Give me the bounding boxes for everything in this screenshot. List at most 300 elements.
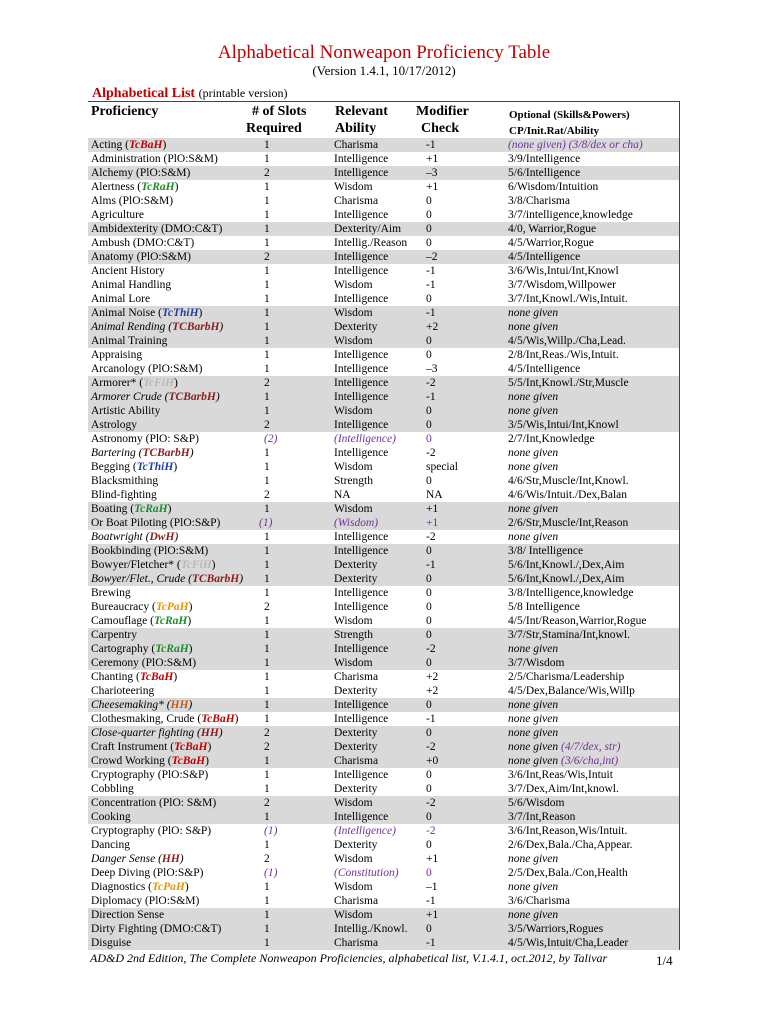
slots-required: 1 — [264, 293, 270, 305]
proficiency-name-text: Appraising — [91, 349, 143, 361]
table-row — [88, 908, 679, 922]
modifier-check: +1 — [426, 517, 439, 529]
proficiency-name — [91, 852, 184, 866]
proficiency-name — [91, 894, 199, 908]
table-row — [88, 194, 679, 208]
page-number: 1/4 — [656, 953, 673, 968]
proficiency-name-text: Boatwright ( — [91, 531, 150, 543]
slots-required: 2 — [264, 419, 270, 431]
header-optional-1: Optional (Skills&Powers) — [509, 109, 630, 121]
optional-skills-powers: 4/0, Warrior,Rogue — [508, 223, 597, 235]
proficiency-name — [91, 642, 193, 656]
slots-required: (2) — [264, 433, 278, 445]
proficiency-name — [91, 432, 199, 446]
optional-skills-powers: 3/7/Dex,Aim/Int,knowl. — [508, 783, 619, 795]
slots-required: 2 — [264, 741, 270, 753]
proficiency-name-text: Carpentry — [91, 629, 137, 641]
modifier-check: 0 — [426, 629, 432, 641]
source-tag-close: ) — [188, 699, 193, 711]
modifier-check: 0 — [426, 601, 432, 613]
modifier-check: –2 — [426, 251, 438, 263]
modifier-check: -1 — [426, 713, 436, 725]
source-tag: HH — [200, 727, 219, 739]
relevant-ability: Dexterity/Aim — [334, 223, 402, 235]
slots-required: 1 — [264, 811, 270, 823]
table-row — [88, 572, 679, 586]
table-row — [88, 222, 679, 236]
table-row — [88, 474, 679, 488]
relevant-ability: Dexterity — [334, 559, 378, 571]
optional-skills-powers: 4/6/Str,Muscle/Int,Knowl. — [508, 475, 629, 487]
slots-required: 1 — [264, 629, 270, 641]
relevant-ability: Wisdom — [334, 503, 373, 515]
proficiency-name — [91, 194, 173, 208]
optional-skills-powers: (none given) (3/8/dex or cha) — [508, 139, 643, 151]
modifier-check: 0 — [426, 769, 432, 781]
modifier-check: -1 — [426, 391, 436, 403]
relevant-ability: Intelligence — [334, 167, 389, 179]
table-row — [88, 180, 679, 194]
source-tag: TCBarbH — [142, 447, 190, 459]
optional-skills-powers: 4/5/Intelligence — [508, 363, 581, 375]
header-modifier-2: Check — [421, 121, 460, 136]
relevant-ability: Charisma — [334, 755, 379, 767]
optional-skills-powers: 3/8/Charisma — [508, 195, 570, 207]
proficiency-name-text: Bowyer/Flet., Crude ( — [91, 573, 192, 585]
relevant-ability: Intelligence — [334, 293, 389, 305]
optional-skills-powers: none given — [508, 727, 559, 739]
optional-skills-powers: 5/5/Int,Knowl./Str,Muscle — [508, 377, 629, 389]
source-tag-close: ) — [188, 601, 193, 613]
source-tag: TCBarbH — [172, 321, 220, 333]
slots-required: 1 — [264, 153, 270, 165]
modifier-check: +2 — [426, 671, 439, 683]
table-row — [88, 446, 679, 460]
proficiency-name — [91, 152, 218, 166]
optional-skills-powers: none given — [508, 461, 559, 473]
optional-skills-powers: 3/7/Int,Knowl./Wis,Intuit. — [508, 293, 628, 305]
proficiency-name-text: Or Boat Piloting (PlO:S&P) — [91, 517, 221, 529]
modifier-check: 0 — [426, 839, 432, 851]
table-row — [88, 334, 679, 348]
proficiency-name — [91, 376, 178, 390]
table-row — [88, 292, 679, 306]
optional-skills-powers: 2/7/Int,Knowledge — [508, 433, 595, 445]
slots-required: 1 — [264, 475, 270, 487]
table-row — [88, 376, 679, 390]
relevant-ability: Intelligence — [334, 587, 389, 599]
relevant-ability: Charisma — [334, 895, 379, 907]
modifier-check: +1 — [426, 503, 439, 515]
optional-skills-powers: none given — [508, 321, 559, 333]
slots-required: 2 — [264, 251, 270, 263]
table-row — [88, 768, 679, 782]
optional-skills-powers: 3/7/intelligence,knowledge — [508, 209, 633, 221]
proficiency-name-text: Boating ( — [91, 503, 135, 515]
table-row — [88, 894, 679, 908]
slots-required: 2 — [264, 601, 270, 613]
proficiency-name-text: Camouflage ( — [91, 615, 154, 627]
slots-required: 1 — [264, 895, 270, 907]
optional-skills-powers: 3/7/Int,Reason — [508, 811, 576, 823]
source-tag-close: ) — [173, 671, 178, 683]
proficiency-name-text: Cobbling — [91, 783, 134, 795]
source-tag: TcRaH — [134, 503, 168, 515]
table-row — [88, 278, 679, 292]
relevant-ability: Wisdom — [334, 405, 373, 417]
proficiency-table-body — [88, 138, 679, 950]
version-line: (Version 1.4.1, 10/17/2012) — [312, 63, 456, 78]
modifier-check: 0 — [426, 783, 432, 795]
proficiency-name-text: Ambidexterity (DMO:C&T) — [91, 223, 223, 235]
proficiency-name — [91, 474, 158, 488]
relevant-ability: Intelligence — [334, 601, 389, 613]
relevant-ability: Dexterity — [334, 685, 378, 697]
optional-skills-powers: 5/8 Intelligence — [508, 601, 580, 613]
proficiency-name — [91, 754, 209, 768]
optional-skills-powers: 3/6/Wis,Intui/Int,Knowl — [508, 265, 619, 277]
table-row — [88, 614, 679, 628]
proficiency-name-text: Agriculture — [91, 209, 145, 221]
relevant-ability: Wisdom — [334, 909, 373, 921]
source-tag: HH — [170, 699, 189, 711]
modifier-check: -1 — [426, 895, 436, 907]
slots-required: 1 — [264, 587, 270, 599]
relevant-ability: Intelligence — [334, 531, 389, 543]
proficiency-name — [91, 740, 211, 754]
optional-skills-powers: 4/5/Int/Reason,Warrior,Rogue — [508, 615, 647, 627]
slots-required: 1 — [264, 195, 270, 207]
modifier-check: 0 — [426, 867, 432, 879]
relevant-ability: Intelligence — [334, 391, 389, 403]
slots-required: 1 — [264, 755, 270, 767]
footer-text: AD&D 2nd Edition, The Complete Nonweapon Proficiencies, alphabetical list, V.1.4.1, oct.2012, by Talivar — [90, 951, 608, 965]
source-tag-close: ) — [179, 853, 184, 865]
source-tag-close: ) — [218, 727, 223, 739]
slots-required: 1 — [264, 685, 270, 697]
table-row — [88, 558, 679, 572]
relevant-ability: Wisdom — [334, 181, 373, 193]
table-row — [88, 250, 679, 264]
proficiency-name-text: Blind-fighting — [91, 489, 157, 501]
proficiency-name-text: Ambush (DMO:C&T) — [91, 237, 195, 249]
proficiency-name-text: Concentration (PlO: S&M) — [91, 797, 217, 809]
table-row — [88, 530, 679, 544]
proficiency-name — [91, 516, 220, 530]
proficiency-name — [91, 880, 189, 894]
proficiency-name-text: Animal Handling — [91, 279, 172, 291]
proficiency-name — [91, 138, 166, 152]
optional-skills-powers: 5/6/Wisdom — [508, 797, 565, 809]
modifier-check: –3 — [426, 363, 438, 375]
table-row — [88, 502, 679, 516]
proficiency-name — [91, 208, 144, 222]
optional-skills-powers: 6/Wisdom/Intuition — [508, 181, 599, 193]
optional-skills-powers: 3/7/Wisdom — [508, 657, 565, 669]
source-tag-close: ) — [174, 181, 179, 193]
proficiency-name-text: Animal Lore — [91, 293, 151, 305]
proficiency-name — [91, 684, 154, 698]
proficiency-name-text: Ceremony (PlO:S&M) — [91, 657, 197, 669]
slots-required: 1 — [264, 615, 270, 627]
proficiency-name-text: Alchemy (PlO:S&M) — [91, 167, 191, 179]
relevant-ability: Wisdom — [334, 335, 373, 347]
source-tag: TcPaH — [152, 881, 185, 893]
proficiency-name-text: Acting ( — [91, 139, 130, 151]
slots-required: 1 — [264, 307, 270, 319]
proficiency-name-text: Alms (PlO:S&M) — [91, 195, 174, 207]
table-row — [88, 824, 679, 838]
modifier-check: -1 — [426, 307, 436, 319]
source-tag: TcFiH — [143, 377, 174, 389]
proficiency-name-text: Administration (PlO:S&M) — [91, 153, 218, 165]
slots-required: 2 — [264, 377, 270, 389]
modifier-check: -1 — [426, 559, 436, 571]
proficiency-name-text: Diplomacy (PlO:S&M) — [91, 895, 200, 907]
slots-required: 1 — [264, 671, 270, 683]
relevant-ability: Intelligence — [334, 153, 389, 165]
slots-required: 1 — [264, 783, 270, 795]
table-row — [88, 880, 679, 894]
source-tag-close: ) — [239, 573, 244, 585]
optional-skills-powers: none given — [508, 699, 559, 711]
relevant-ability: Intelligence — [334, 419, 389, 431]
slots-required: 1 — [264, 237, 270, 249]
optional-skills-powers: none given — [508, 909, 559, 921]
modifier-check: -2 — [426, 531, 436, 543]
slots-required: 2 — [264, 727, 270, 739]
modifier-check: +1 — [426, 853, 439, 865]
table-row — [88, 432, 679, 446]
proficiency-name-text: Animal Noise ( — [91, 307, 162, 319]
slots-required: 1 — [264, 405, 270, 417]
slots-required: 1 — [264, 391, 270, 403]
slots-required: 1 — [264, 223, 270, 235]
header-modifier-1: Modifier — [416, 104, 469, 119]
optional-skills-powers: 2/5/Dex,Bala./Con,Health — [508, 867, 628, 879]
relevant-ability: Intelligence — [334, 811, 389, 823]
slots-required: 1 — [264, 923, 270, 935]
slots-required: 1 — [264, 531, 270, 543]
optional-skills-powers: none given — [508, 713, 559, 725]
list-heading — [92, 86, 288, 102]
proficiency-name — [91, 824, 211, 838]
proficiency-name-text: Diagnostics ( — [91, 881, 153, 893]
modifier-check: 0 — [426, 615, 432, 627]
modifier-check: +1 — [426, 181, 439, 193]
proficiency-name-text: Dancing — [91, 839, 130, 851]
slots-required: 1 — [264, 657, 270, 669]
relevant-ability: (Intelligence) — [334, 825, 396, 837]
proficiency-name — [91, 362, 202, 376]
modifier-check: -2 — [426, 797, 436, 809]
source-tag: TcRaH — [141, 181, 175, 193]
slots-required: 1 — [264, 265, 270, 277]
relevant-ability: (Wisdom) — [334, 517, 379, 529]
proficiency-name — [91, 166, 190, 180]
modifier-check: –3 — [426, 167, 438, 179]
proficiency-name-text: Cooking — [91, 811, 131, 823]
modifier-check: +2 — [426, 685, 439, 697]
header-ability-1: Relevant — [335, 104, 388, 119]
optional-skills-powers: 3/7/Wisdom,Willpower — [508, 279, 616, 291]
slots-required: 1 — [264, 503, 270, 515]
proficiency-name — [91, 726, 223, 740]
proficiency-name — [91, 712, 239, 726]
proficiency-name-text: Armorer Crude ( — [91, 391, 169, 403]
proficiency-name — [91, 390, 220, 404]
relevant-ability: Intellig./Reason — [334, 237, 408, 249]
table-row — [88, 138, 679, 152]
optional-skills-powers: none given (3/6/cha,int) — [508, 755, 619, 767]
source-tag-close: ) — [189, 447, 194, 459]
proficiency-name-text: Crowd Working ( — [91, 755, 172, 767]
proficiency-name-text: Bowyer/Fletcher* ( — [91, 559, 181, 571]
proficiency-name-text: Clothesmaking, Crude ( — [91, 713, 202, 725]
slots-required: 1 — [264, 279, 270, 291]
modifier-check: +1 — [426, 909, 439, 921]
relevant-ability: Intelligence — [334, 713, 389, 725]
source-tag: HH — [161, 853, 180, 865]
source-tag: TcBaH — [201, 713, 235, 725]
slots-required: 1 — [264, 769, 270, 781]
table-row — [88, 460, 679, 474]
source-tag-close: ) — [167, 503, 172, 515]
proficiency-name — [91, 404, 160, 418]
proficiency-name-text: Bureaucracy ( — [91, 601, 156, 613]
proficiency-name-text: Anatomy (PlO:S&M) — [91, 251, 191, 263]
slots-required: 1 — [264, 937, 270, 949]
table-row — [88, 852, 679, 866]
relevant-ability: Intelligence — [334, 265, 389, 277]
source-tag-close: ) — [198, 307, 203, 319]
table-header — [91, 104, 679, 138]
relevant-ability: Intelligence — [334, 349, 389, 361]
modifier-check: -2 — [426, 825, 436, 837]
proficiency-name — [91, 586, 131, 600]
proficiency-name-text: Animal Training — [91, 335, 168, 347]
table-row — [88, 782, 679, 796]
modifier-check: 0 — [426, 475, 432, 487]
slots-required: 2 — [264, 797, 270, 809]
optional-skills-powers: none given — [508, 447, 559, 459]
source-tag-close: ) — [211, 559, 216, 571]
slots-required: 1 — [264, 209, 270, 221]
proficiency-name-text: Artistic Ability — [91, 405, 161, 417]
table-row — [88, 320, 679, 334]
proficiency-name — [91, 446, 194, 460]
proficiency-name-text: Brewing — [91, 587, 131, 599]
proficiency-name — [91, 544, 208, 558]
slots-required: 1 — [264, 363, 270, 375]
slots-required: (1) — [264, 825, 278, 837]
modifier-check: 0 — [426, 237, 432, 249]
header-optional-2: CP/Init.Rat/Ability — [509, 125, 600, 137]
modifier-check: 0 — [426, 405, 432, 417]
header-slots-2: Required — [246, 121, 302, 136]
slots-required: (1) — [259, 517, 273, 529]
proficiency-name — [91, 264, 165, 278]
modifier-check: 0 — [426, 209, 432, 221]
slots-required: 1 — [264, 447, 270, 459]
header-proficiency: Proficiency — [91, 104, 159, 119]
proficiency-name-text: Charioteering — [91, 685, 155, 697]
proficiency-name — [91, 628, 137, 642]
proficiency-name-text: Astrology — [91, 419, 137, 431]
slots-required: 1 — [264, 881, 270, 893]
optional-skills-powers: 2/6/Str,Muscle/Int,Reason — [508, 517, 629, 529]
modifier-check: +0 — [426, 755, 439, 767]
slots-required: 1 — [264, 713, 270, 725]
source-tag: TcBaH — [129, 139, 163, 151]
table-row — [88, 390, 679, 404]
table-row — [88, 698, 679, 712]
slots-required: 1 — [264, 559, 270, 571]
source-tag: TcBaH — [171, 755, 206, 767]
optional-skills-powers: 3/6/Int,Reason,Wis/Intuit. — [508, 825, 628, 837]
relevant-ability: Dexterity — [334, 783, 378, 795]
modifier-check: –1 — [426, 881, 438, 893]
relevant-ability: Dexterity — [334, 573, 378, 585]
source-tag-close: ) — [184, 881, 189, 893]
source-tag: TCBarbH — [191, 573, 240, 585]
table-row — [88, 516, 679, 530]
proficiency-name-text: Bartering ( — [91, 447, 143, 459]
table-row — [88, 936, 679, 950]
source-tag: TcRaH — [153, 615, 188, 627]
optional-skills-powers: none given — [508, 643, 559, 655]
source-tag: DwH — [149, 531, 175, 543]
page-title: Alphabetical Nonweapon Proficiency Table — [217, 42, 551, 63]
header-slots-1: # of Slots — [252, 104, 307, 119]
slots-required: 2 — [264, 853, 270, 865]
table-row — [88, 418, 679, 432]
table-row — [88, 866, 679, 880]
relevant-ability: Intelligence — [334, 377, 389, 389]
list-heading-note: (printable version) — [198, 86, 288, 100]
modifier-check: -2 — [426, 447, 436, 459]
relevant-ability: (Intelligence) — [334, 433, 396, 445]
modifier-check: 0 — [426, 657, 432, 669]
proficiency-name — [91, 488, 157, 502]
proficiency-name-text: Disguise — [91, 937, 132, 949]
proficiency-name — [91, 502, 171, 516]
proficiency-name — [91, 236, 194, 250]
proficiency-name — [91, 530, 178, 544]
optional-skills-powers: 3/6/Int,Reas/Wis,Intuit — [508, 769, 613, 781]
relevant-ability: Wisdom — [334, 279, 373, 291]
proficiency-name-text: Cartography ( — [91, 643, 156, 655]
table-row — [88, 838, 679, 852]
relevant-ability: Charisma — [334, 139, 379, 151]
source-tag-close: ) — [174, 531, 179, 543]
table-row — [88, 684, 679, 698]
proficiency-name — [91, 614, 191, 628]
optional-skills-powers: none given — [508, 307, 559, 319]
modifier-check: 0 — [426, 293, 432, 305]
relevant-ability: Intellig./Knowl. — [334, 923, 408, 935]
relevant-ability: Wisdom — [334, 461, 373, 473]
modifier-check: 0 — [426, 223, 432, 235]
source-tag-close: ) — [188, 643, 193, 655]
proficiency-name — [91, 810, 131, 824]
optional-skills-powers: 2/8/Int,Reas./Wis,Intuit. — [508, 349, 619, 361]
proficiency-name-text: Cryptography (PlO: S&P) — [91, 825, 212, 837]
proficiency-name — [91, 796, 216, 810]
table-row — [88, 236, 679, 250]
proficiency-name — [91, 922, 221, 936]
optional-skills-powers: none given — [508, 503, 559, 515]
